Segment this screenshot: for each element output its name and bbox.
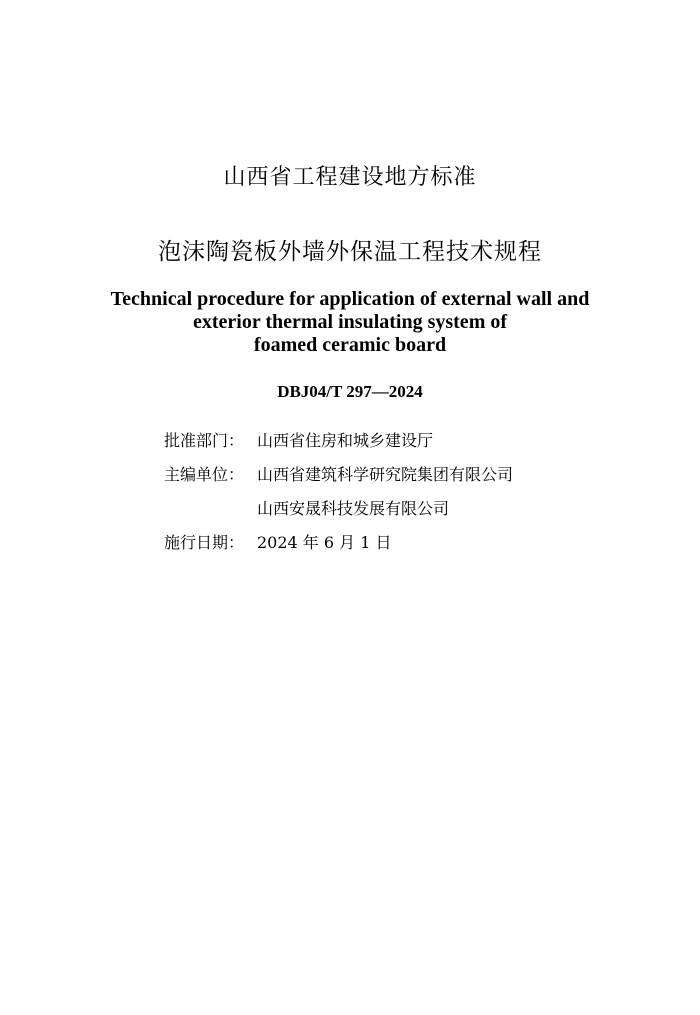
effective-label: 施行日期：	[164, 533, 245, 552]
english-title-line-2: exterior thermal insulating system of	[192, 311, 508, 333]
editor-value-1: 山西省建筑科学研究院集团有限公司	[257, 465, 514, 484]
effective-value: 2024 年 6 月 1 日	[257, 533, 392, 552]
english-title	[0, 288, 700, 357]
approval-row	[164, 431, 433, 451]
editor-label: 主编单位：	[164, 465, 245, 484]
approval-label: 批准部门：	[164, 431, 245, 450]
approval-value: 山西省住房和城乡建设厅	[257, 431, 434, 450]
english-title-line-3: foamed ceramic board	[253, 334, 447, 356]
editor-row-continued	[164, 499, 449, 519]
chinese-title: 泡沫陶瓷板外墙外保温工程技术规程	[158, 239, 542, 265]
editor-row	[164, 465, 513, 485]
english-title-line-1: Technical procedure for application of external wall and	[110, 288, 590, 310]
effective-date-row	[164, 533, 392, 553]
standard-number: DBJ04/T 297—2024	[277, 382, 423, 401]
series-title: 山西省工程建设地方标准	[223, 165, 477, 190]
editor-value-2: 山西安晟科技发展有限公司	[257, 499, 450, 518]
